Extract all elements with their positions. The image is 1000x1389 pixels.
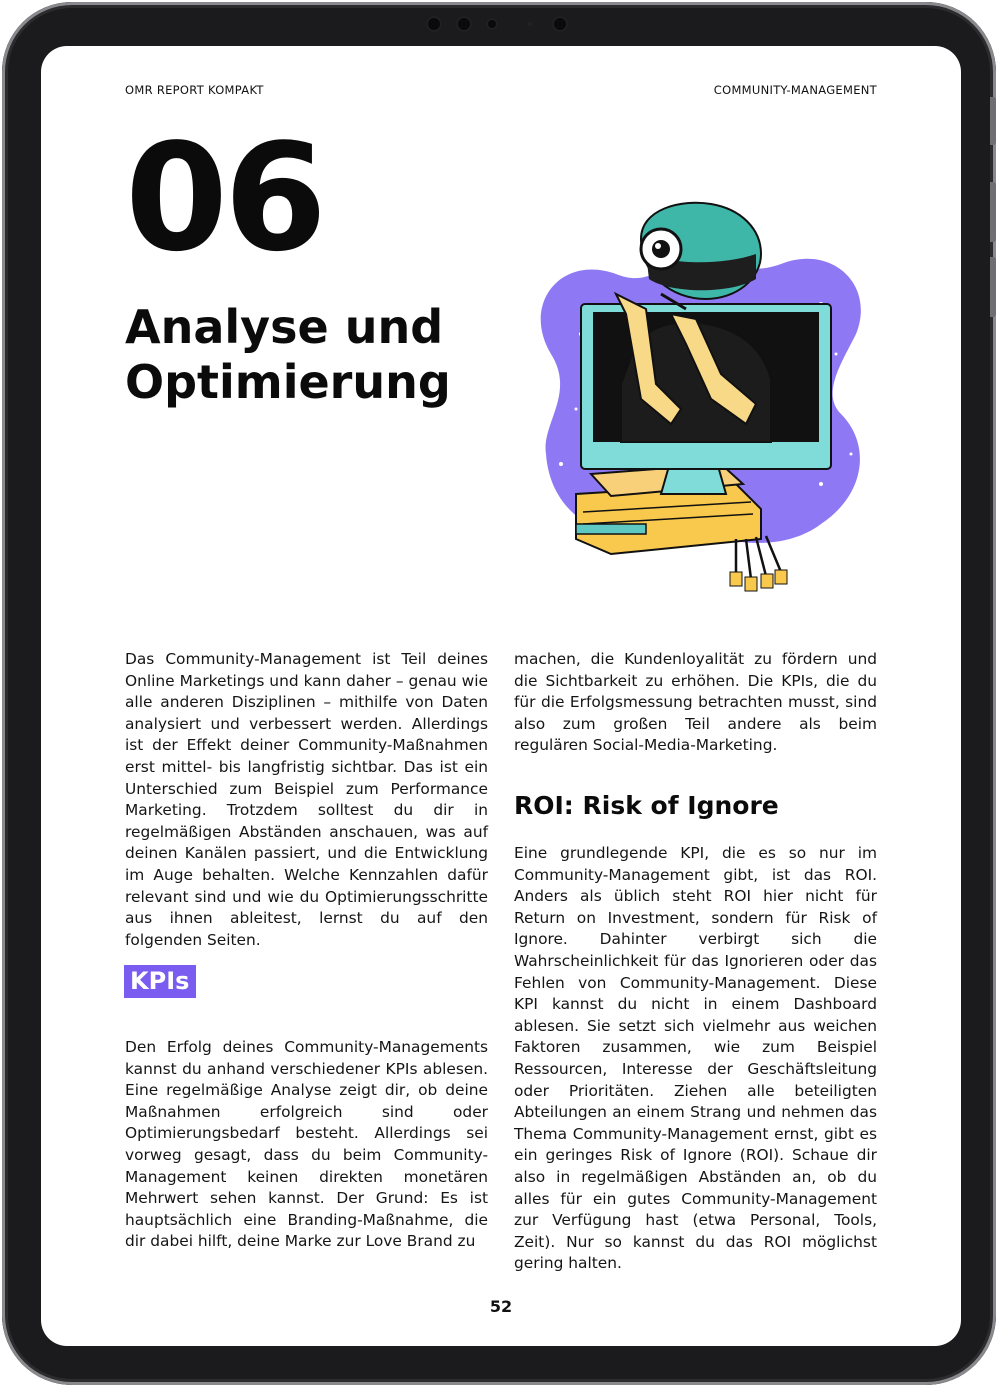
running-header-right: COMMUNITY-MANAGEMENT xyxy=(713,83,877,97)
top-side-button xyxy=(990,97,996,145)
kpis-paragraph-part2: machen, die Kundenloyalität zu fördern und die Sichtbarkeit zu erhöhen. Die KPIs, die du für die Erfolgsmessung betrachten musst, sind also zum großen Teil andere als beim regulären Social-Media-Marketing. xyxy=(514,650,877,755)
chapter-title-line2: Optimierung xyxy=(125,355,451,409)
tablet-frame xyxy=(2,2,996,1385)
roi-paragraph: Eine grundlegende KPI, die es so nur im Community-Management gibt, ist das ROI. Anders als üblich steht ROI hier nicht für Return on Investment, sondern für Risk of Ignore. Dahinter verbirgt sich die Wahrscheinlichkeit für das Ignorieren oder das Fehlen von Community-Management. Diese KPI kannst du nicht in einem Dashboard ablesen. Sie setzt sich vielmehr aus weichen Faktoren zusammen, wie zum Beispiel Ressourcen, Interesse der Geschäftsleitung oder Prioritäten. Ziehen alle beteiligten Abteilungen an einem Strang und nehmen das Thema Community-Management ernst, gibt es ein geringes Risk of Ignore (ROI). Schaue dir also in regelmäßigen Abständen an, ob du alles für ein gutes Community-Management zur Verfügung hast (etwa Personal, Tools, Zeit). Nur so kannst du das ROI möglichst gering halten. xyxy=(514,844,877,1273)
document-page[interactable] xyxy=(41,46,961,1346)
chapter-number: 06 xyxy=(125,112,323,284)
camera-lens-icon xyxy=(486,18,498,30)
volume-up-button xyxy=(990,182,996,242)
camera-sensor-icon xyxy=(552,16,568,32)
camera-sensor-icon xyxy=(426,16,442,32)
camera-bar xyxy=(422,12,582,36)
sensor-dot-icon xyxy=(528,22,532,26)
intro-paragraph: Das Community-Management ist Teil deines Online Marketings und kann daher – genau wie alle anderen Disziplinen – mithilfe von Daten analysiert und verbessert werden. Allerdings ist der Effekt deiner Community-Maßnahmen erst mittel- bis langfristig sichtbar. Das ist ein Unterschied zum Beispiel zum Performance Marketing. Trotzdem solltest du dir in regelmäßigen Abständen anschauen, was auf deinen Kanälen passiert, und die Entwicklung im Auge behalten. Welche Kennzahlen dafür relevant sind und wie du Optimierungsschritte aus ihnen ableitest, lernst du auf den folgenden Seiten. xyxy=(125,650,488,949)
person-in-monitor-illustration xyxy=(521,194,881,604)
running-header-left: OMR REPORT KOMPAKT xyxy=(125,83,264,97)
roi-heading: ROI: Risk of Ignore xyxy=(514,791,779,820)
kpis-heading: KPIs xyxy=(124,965,196,998)
camera-sensor-icon xyxy=(456,16,472,32)
chapter-title-line1: Analyse und xyxy=(125,300,444,354)
chapter-title xyxy=(125,300,565,410)
kpis-paragraph-part1: Den Erfolg deines Community-Managements kannst du anhand verschiedener KPIs ablesen. Eine regelmäßige Analyse zeigt dir, ob deine Maßnahmen erfolgreich sind oder Optimierungsbedarf besteht. Allerdings sei vorweg gesagt, dass du beim Community-Management keinen direkten monetären Mehrwert sehen kannst. Der Grund: Es ist hauptsächlich eine Branding-Maßnahme, die dir dabei hilft, deine Marke zur Love Brand zu xyxy=(125,1038,488,1251)
page-number: 52 xyxy=(489,1297,513,1316)
volume-down-button xyxy=(990,257,996,317)
